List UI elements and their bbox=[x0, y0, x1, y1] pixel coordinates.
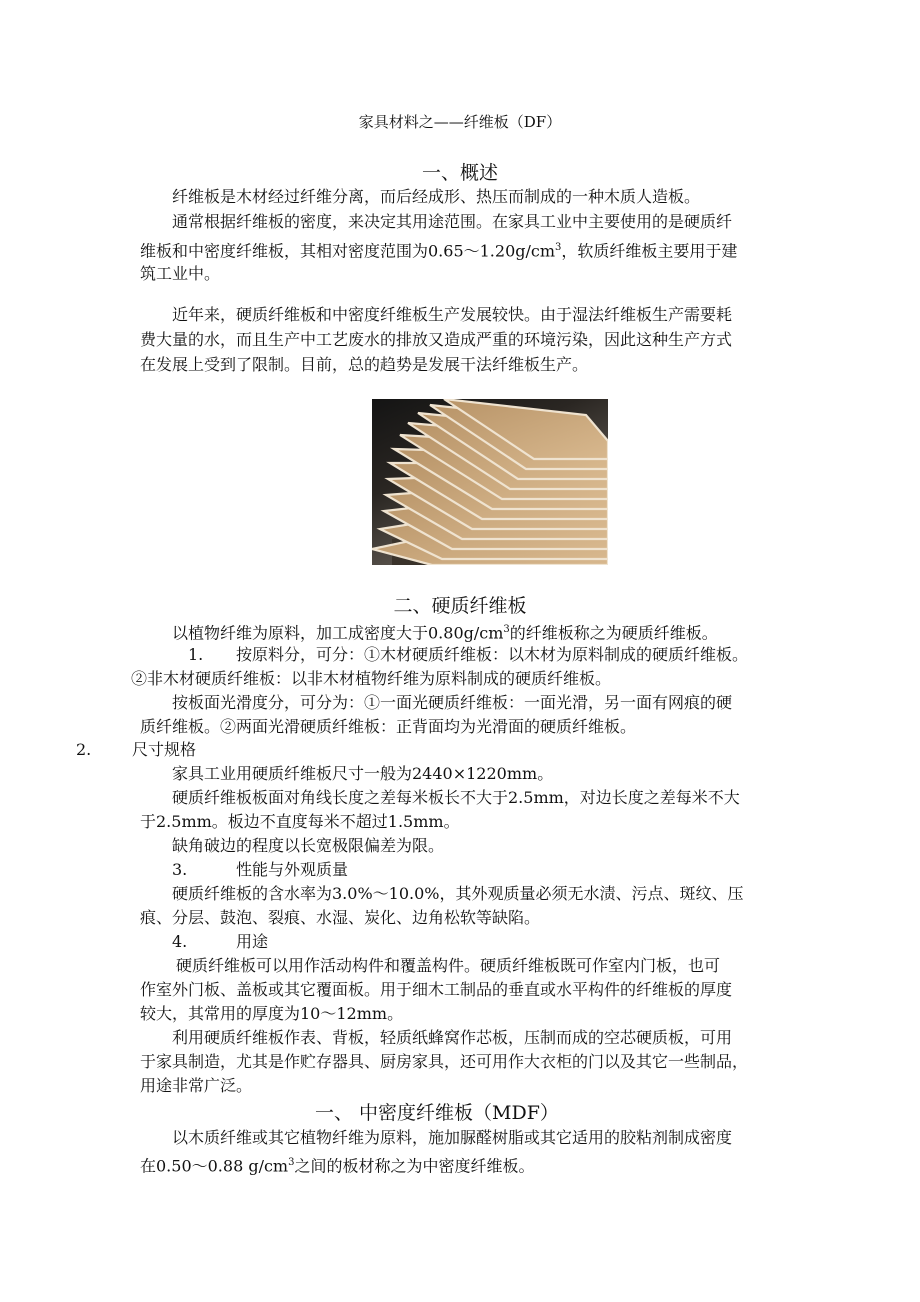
paragraph-line: 较大，其常用的厚度为10～12mm。 bbox=[140, 1004, 404, 1023]
section-heading-mdf: 一、 中密度纤维板（MDF） bbox=[315, 1102, 559, 1124]
paragraph-line: 家具工业用硬质纤维板尺寸一般为2440×1220mm。 bbox=[172, 764, 554, 783]
paragraph-line: 以木质纤维或其它植物纤维为原料，施加脲醛树脂或其它适用的胶粘剂制成密度 bbox=[172, 1128, 733, 1147]
paragraph-line: 维板和中密度纤维板，其相对密度范围为$0.65\sim 1.20g/cm^3$，软质纤维板主要用于建 bbox=[140, 241, 738, 261]
paragraph-line: 缺角破边的程度以长宽极限偏差为限。 bbox=[172, 836, 445, 855]
document-title: 家具材料之——纤维板（DF） bbox=[358, 113, 562, 131]
stacked-fiberboard-photo bbox=[372, 399, 608, 565]
paragraph-line: 于家具制造，尤其是作贮存器具、厨房家具，还可用作大衣柜的门以及其它一些制品， bbox=[140, 1052, 749, 1071]
paragraph-line: 硬质纤维板的含水率为3.0%～10.0%，其外观质量必须无水渍、污点、斑纹、压 bbox=[172, 884, 744, 903]
paragraph-line: ②非木材硬质纤维板：以非木材植物纤维为原料制成的硬质纤维板。 bbox=[131, 669, 612, 688]
list-item: 4. 用途 bbox=[172, 932, 269, 951]
paragraph-line: 费大量的水，而且生产中工艺废水的排放又造成严重的环境污染，因此这种生产方式 bbox=[140, 330, 733, 349]
paragraph-line: 纤维板是木材经过纤维分离，而后经成形、热压而制成的一种木质人造板。 bbox=[172, 187, 701, 206]
list-item: 1. 按原料分，可分：①木材硬质纤维板：以木材为原料制成的硬质纤维板。 bbox=[188, 645, 749, 664]
paragraph-line: 筑工业中。 bbox=[140, 264, 221, 283]
paragraph-line: 利用硬质纤维板作表、背板，轻质纸蜂窝作芯板，压制而成的空芯硬质板，可用 bbox=[172, 1028, 733, 1047]
paragraph-line: 在0.50～0.88 $g/cm^3$之间的板材称之为中密度纤维板。 bbox=[140, 1156, 535, 1176]
paragraph-line: 硬质纤维板板面对角线长度之差每米板长不大于2.5mm，对边长度之差每米不大 bbox=[172, 788, 740, 807]
paragraph-line: 按板面光滑度分，可分为：①一面光硬质纤维板：一面光滑，另一面有网痕的硬 bbox=[172, 693, 733, 712]
paragraph-line: 通常根据纤维板的密度，来决定其用途范围。在家具工业中主要使用的是硬质纤 bbox=[172, 212, 733, 231]
paragraph-line: 痕、分层、鼓泡、裂痕、水湿、炭化、边角松软等缺陷。 bbox=[140, 908, 541, 927]
paragraph-line: 于2.5mm。板边不直度每米不超过1.5mm。 bbox=[140, 812, 460, 831]
paragraph-line: 近年来，硬质纤维板和中密度纤维板生产发展较快。由于湿法纤维板生产需要耗 bbox=[172, 305, 733, 324]
paragraph-line: 在发展上受到了限制。目前，总的趋势是发展干法纤维板生产。 bbox=[140, 355, 589, 374]
paragraph-line: 用途非常广泛。 bbox=[140, 1076, 253, 1095]
section-heading-overview: 一、概述 bbox=[421, 162, 498, 184]
paragraph-line: 作室外门板、盖板或其它覆面板。用于细木工制品的垂直或水平构件的纤维板的厚度 bbox=[140, 980, 733, 999]
list-item: 3. 性能与外观质量 bbox=[172, 860, 349, 879]
paragraph-line: 硬质纤维板可以用作活动构件和覆盖构件。硬质纤维板既可作室内门板，也可 bbox=[176, 956, 721, 975]
paragraph-line: 质纤维板。②两面光滑硬质纤维板：正背面均为光滑面的硬质纤维板。 bbox=[140, 717, 637, 736]
list-item: 2. 尺寸规格 bbox=[76, 740, 197, 759]
paragraph-line: 以植物纤维为原料，加工成密度大于$0.80g/cm^3$的纤维板称之为硬质纤维板。 bbox=[172, 623, 718, 643]
section-heading-hardboard: 二、硬质纤维板 bbox=[393, 595, 527, 617]
